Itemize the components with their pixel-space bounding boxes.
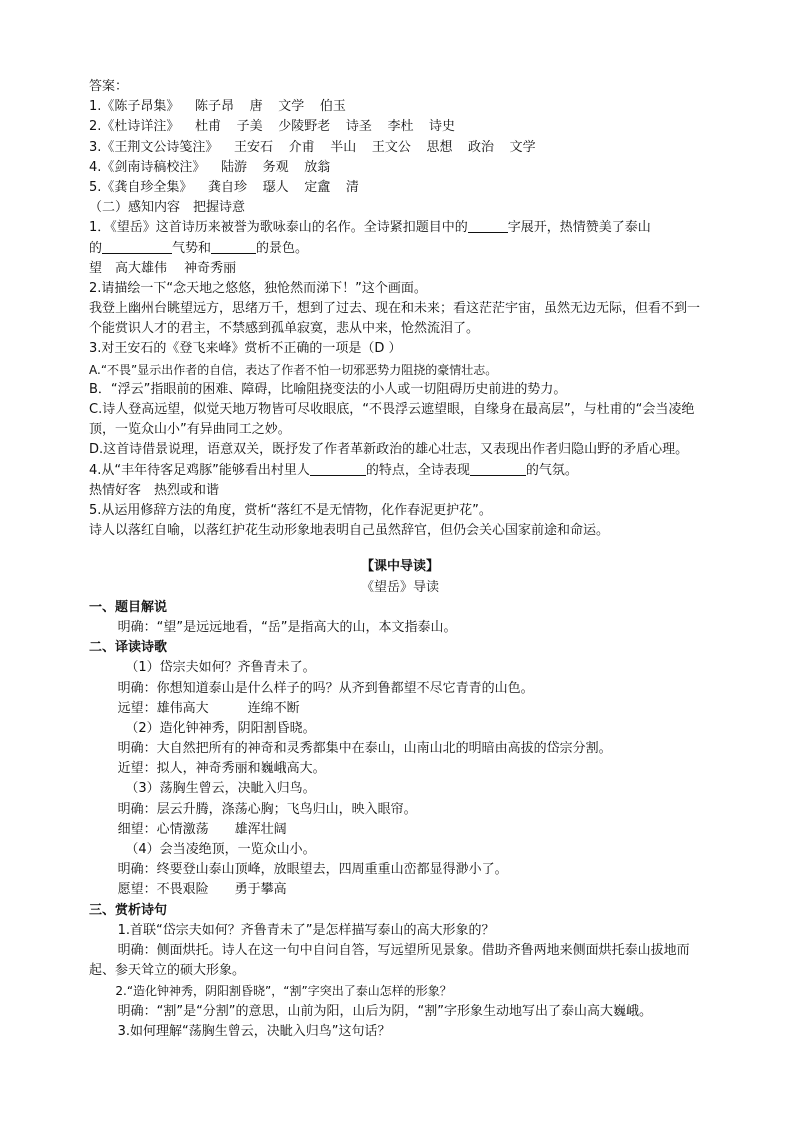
explanation-line: 明确：层云升腾，涤荡心胸；飞鸟归山，映入眼帘。 xyxy=(117,801,417,817)
fill-blank xyxy=(211,239,256,254)
question-1-text-c: 的 xyxy=(89,240,103,256)
answer-term: 璱人 xyxy=(262,179,289,195)
answer-term: 陆游 xyxy=(221,159,248,175)
answer-line xyxy=(89,158,711,178)
answer-term: 放翁 xyxy=(304,159,331,175)
answer-term: 伯玉 xyxy=(319,99,346,115)
section2-heading: （二）感知内容 把握诗意 xyxy=(89,200,246,216)
question-4-text-a: 4.从“丰年待客足鸡豚”能够看出村里人 xyxy=(89,462,310,478)
question-2-answer: 我登上幽州台眺望远方，思绪万千，想到了过去、现在和未来；看这茫茫宇宙，虽然无边无际，但看不到一个能赏识人才的君主，不禁感到孤单寂寞，悲从中来，怆然流泪了。 xyxy=(89,301,701,337)
option-a: A.“不畏”显示出作者的自信，表达了作者不怕一切邪恶势力阻挠的豪情壮志。 xyxy=(89,362,498,377)
poem-line: （3）荡胸生曾云，决眦入归鸟。 xyxy=(125,781,316,797)
document-page xyxy=(89,77,711,1042)
poem-line: （1）岱宗夫如何？齐鲁青未了。 xyxy=(125,660,316,676)
question-1-line-2 xyxy=(89,239,711,259)
question-1-answer: 望 高大雄伟 神奇秀丽 xyxy=(89,260,237,276)
answer-term: 少陵野老 xyxy=(278,119,331,135)
section-3-heading: 三、赏析诗句 xyxy=(89,902,168,918)
answer-book-title: 5.《龚自珍全集》 xyxy=(89,179,193,195)
answer-line xyxy=(89,97,711,117)
section-2-heading: 二、译读诗歌 xyxy=(89,640,168,656)
question-1-text-a: 1．《望岳》这首诗历来被誉为歌咏泰山的名作。全诗紧扣题目中的 xyxy=(89,220,468,236)
lesson-subtitle: 《望岳》导读 xyxy=(360,579,439,595)
section-1-text: 明确：“望”是远远地看，“岳”是指高大的山，本文指泰山。 xyxy=(117,619,457,635)
answer-line xyxy=(89,138,711,158)
answer-term: 李杜 xyxy=(387,119,414,135)
section-3-answer-2: 明确：“割”是“分割”的意思，山前为阳，山后为阴，“割”字形象生动地写出了泰山高大巍峨。 xyxy=(117,1003,653,1019)
section-3-question-1: 1.首联“岱宗夫如何？齐鲁青未了”是怎样描写泰山的高大形象的？ xyxy=(117,922,495,938)
question-4-text-b: 的特点，全诗表现 xyxy=(365,462,470,478)
explanation-line: 近望：拟人，神奇秀丽和巍峨高大。 xyxy=(117,761,326,777)
option-d: D.这首诗借景说理，语意双关，既抒发了作者革新政治的雄心壮志，又表现出作者归隐山野的矛盾心理。 xyxy=(89,442,689,458)
section-2-lines xyxy=(89,658,711,900)
section-3-answer-1: 明确：侧面烘托。诗人在这一句中自问自答，写远望所见景象。借助齐鲁两地来侧面烘托泰山拔地而起、参天耸立的硕大形象。 xyxy=(89,942,690,979)
answers-label: 答案： xyxy=(89,79,129,94)
option-b: B．“浮云”指眼前的困难、障碍，比喻阻挠变法的小人或一切阻碍历史前进的势力。 xyxy=(89,381,567,397)
question-5-answer: 诗人以落红自喻，以落红护花生动形象地表明自己虽然辞官，但仍会关心国家前途和命运。 xyxy=(89,523,610,539)
section-3-question-2: 2.“造化钟神秀，阴阳割昏晓”，“割”字突出了泰山怎样的形象？ xyxy=(115,984,452,999)
poem-line: （4）会当凌绝顶，一览众山小。 xyxy=(125,842,316,858)
question-1-text-b: 字展开，热情赞美了泰山 xyxy=(507,220,651,236)
answer-list xyxy=(89,97,711,198)
answer-line xyxy=(89,117,711,137)
answer-term: 清 xyxy=(345,179,359,195)
section-3-question-3: 3.如何理解“荡胸生曾云，决眦入归鸟”这句话？ xyxy=(117,1023,391,1039)
answer-term: 务观 xyxy=(262,159,289,175)
explanation-line: 愿望：不畏艰险 勇于攀高 xyxy=(117,882,287,898)
question-4-answer: 热情好客 热烈或和谐 xyxy=(89,482,220,498)
explanation-line: 明确：终要登山泰山顶峰，放眼望去，四周重重山峦都显得渺小了。 xyxy=(117,862,508,878)
fill-blank xyxy=(468,218,508,233)
question-4-text-c: 的气氛。 xyxy=(525,462,578,478)
answer-term: 文学 xyxy=(278,99,305,115)
section-1-heading: 一、题目解说 xyxy=(89,599,168,615)
answer-term: 诗圣 xyxy=(345,119,372,135)
question-4 xyxy=(89,461,711,481)
answer-book-title: 1.《陈子昂集》 xyxy=(89,99,180,115)
answer-book-title: 2.《杜诗详注》 xyxy=(89,119,180,135)
explanation-line: 远望：雄伟高大 连绵不断 xyxy=(117,700,300,716)
explanation-line: 细望：心情激荡 雄浑壮阔 xyxy=(117,821,287,837)
answer-term: 子美 xyxy=(236,119,263,135)
fill-blank xyxy=(310,461,366,476)
fill-blank xyxy=(102,239,172,254)
answer-term: 政治 xyxy=(468,139,495,155)
answer-term: 介甫 xyxy=(288,139,315,155)
answer-book-title: 4.《剑南诗稿校注》 xyxy=(89,159,206,175)
question-3: 3.对王安石的《登飞来峰》赏析不正确的一项是（D ） xyxy=(89,341,402,357)
answer-term: 唐 xyxy=(249,99,263,115)
answer-term: 杜甫 xyxy=(195,119,222,135)
poem-line: （2）造化钟神秀，阴阳割昏晓。 xyxy=(125,720,316,736)
option-c: C.诗人登高远望，似觉天地万物皆可尽收眼底，“不畏浮云遮望眼，自缘身在最高层”，与杜甫的“会当凌绝顶，一览众山小”有异曲同工之妙。 xyxy=(89,402,695,438)
question-5: 5.从运用修辞方法的角度，赏析“落红不是无情物，化作春泥更护花”。 xyxy=(89,503,492,519)
answer-term: 王安石 xyxy=(234,139,274,155)
answer-line xyxy=(89,178,711,198)
question-1-line-1 xyxy=(89,218,711,238)
answer-term: 半山 xyxy=(330,139,357,155)
answer-term: 定盦 xyxy=(304,179,331,195)
lesson-title: 【课中导读】 xyxy=(360,559,439,575)
answer-term: 思想 xyxy=(426,139,453,155)
explanation-line: 明确：你想知道泰山是什么样子的吗？从齐到鲁都望不尽它青青的山色。 xyxy=(117,680,534,696)
fill-blank xyxy=(470,461,526,476)
question-1-text-e: 的景色。 xyxy=(256,240,309,256)
answer-term: 文学 xyxy=(509,139,536,155)
answer-term: 诗史 xyxy=(429,119,456,135)
question-2: 2.请描绘一下“念天地之悠悠，独怆然而涕下！”这个画面。 xyxy=(89,280,427,296)
answer-term: 陈子昂 xyxy=(195,99,235,115)
answer-term: 龚自珍 xyxy=(208,179,248,195)
answer-term: 王文公 xyxy=(371,139,411,155)
answer-book-title: 3.《王荆文公诗笺注》 xyxy=(89,139,219,155)
question-1-text-d: 气势和 xyxy=(172,240,212,256)
explanation-line: 明确：大自然把所有的神奇和灵秀都集中在泰山，山南山北的明暗由高拔的岱宗分割。 xyxy=(117,741,612,757)
